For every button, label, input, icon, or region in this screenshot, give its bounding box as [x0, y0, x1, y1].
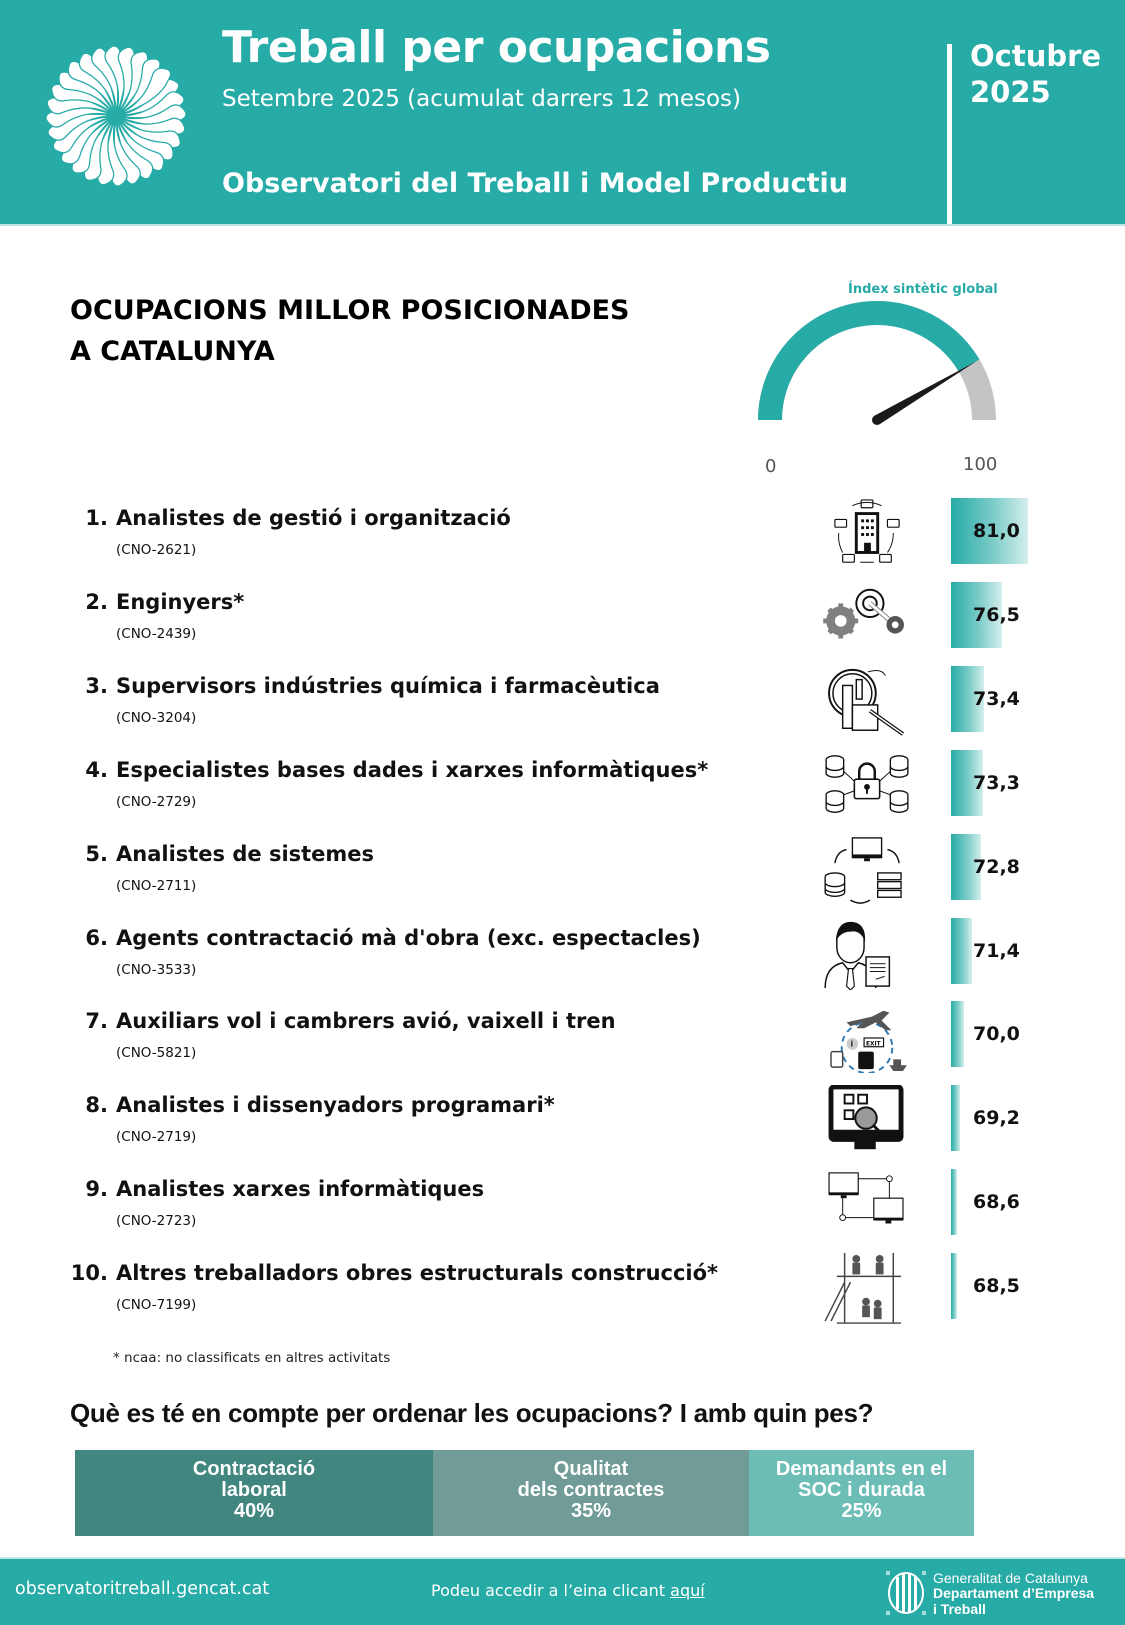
- transport-crew-icon: [822, 1001, 912, 1073]
- score-value: 72,8: [973, 855, 1020, 878]
- occupation-code: (CNO-2719): [116, 1129, 197, 1146]
- occupation-name: Analistes de gestió i organització: [116, 506, 511, 530]
- ranking-row: [0, 500, 1125, 570]
- occupation-name: Enginyers*: [116, 589, 245, 614]
- occupation-name: Analistes xarxes informàtiques: [116, 1177, 485, 1202]
- score-value: 69,2: [973, 1107, 1020, 1130]
- occupation-code: (CNO-2711): [116, 877, 197, 894]
- ranking-row: [0, 752, 1125, 822]
- gauge-hub: [872, 415, 882, 425]
- ranking-row: [0, 1171, 1125, 1241]
- department-name-line2: i Treball: [933, 1601, 986, 1617]
- ranking-row: [0, 584, 1125, 654]
- rank-number: 9.: [85, 1177, 108, 1202]
- rank-number: 10.: [70, 1261, 108, 1286]
- recruiter-contract-icon: [822, 918, 912, 990]
- weight-label-line2: laboral: [221, 1479, 287, 1501]
- network-computers-icon: [822, 1169, 912, 1241]
- occupation-code: (CNO-7199): [116, 1297, 197, 1314]
- section-title: [70, 290, 630, 372]
- occupation-code: (CNO-2729): [116, 793, 197, 810]
- ranking-row: [0, 1003, 1125, 1073]
- gencat-logo: [886, 1569, 1118, 1619]
- weight-qualitat: [433, 1450, 749, 1536]
- ranking-row: [0, 920, 1125, 990]
- date-year: 2025: [970, 75, 1051, 109]
- occupation-name: Analistes de sistemes: [116, 841, 375, 866]
- section-title-line1: OCUPACIONS MILLOR POSICIONADES: [70, 295, 630, 326]
- occupation-code: (CNO-2621): [116, 542, 197, 558]
- rank-number: 8.: [85, 1093, 108, 1118]
- global-index-gauge: [752, 300, 1002, 450]
- svg-text:i: i: [850, 1040, 854, 1050]
- ranking-row: [0, 1255, 1125, 1325]
- weights-title: Què es té en compte per ordenar les ocupacions? I amb quin pes?: [70, 1398, 874, 1428]
- occupation-name: Auxiliars vol i cambrers avió, vaixell i tren: [116, 1009, 616, 1034]
- ranking-row: [0, 836, 1125, 906]
- weight-label-line1: Demandants en el: [775, 1458, 948, 1480]
- publication-date: [970, 38, 1101, 110]
- gauge-fill: [770, 313, 969, 420]
- ranking-row: [0, 1087, 1125, 1157]
- rank-number: 1.: [85, 506, 108, 530]
- occupation-name: Altres treballadors obres estructurals construcció*: [116, 1261, 719, 1286]
- ranking-row: [0, 668, 1125, 738]
- score-value: 73,3: [973, 771, 1020, 794]
- building-org-cycle-icon: [822, 498, 912, 570]
- occupation-code: (CNO-5821): [116, 1045, 197, 1062]
- spiral-flower-logo-icon: [42, 42, 190, 190]
- occupation-code: (CNO-2439): [116, 625, 197, 642]
- occupation-code: (CNO-2723): [116, 1213, 197, 1230]
- weight-label-line2: dels contractes: [517, 1479, 665, 1501]
- weight-contractacio: [75, 1450, 433, 1536]
- occupation-name: Supervisors indústries química i farmacèutica: [116, 673, 660, 698]
- svg-text:EXIT: EXIT: [866, 1041, 881, 1048]
- occupation-name: Agents contractació mà d'obra (exc. espectacles): [116, 925, 701, 950]
- score-bar: [951, 1085, 960, 1151]
- weight-label-line1: Qualitat: [553, 1458, 629, 1480]
- catalan-flag-emblem-icon: [886, 1571, 926, 1615]
- weight-label-line1: Contractació: [192, 1458, 316, 1480]
- tool-access-text: [431, 1581, 705, 1600]
- score-value: 70,0: [973, 1023, 1020, 1046]
- score-bar: [951, 1169, 957, 1235]
- score-value: 68,5: [973, 1275, 1020, 1298]
- tool-access-label: Podeu accedir a l’eina clicant: [431, 1581, 671, 1600]
- header-banner: [0, 0, 1125, 224]
- page-subtitle: Setembre 2025 (acumulat darrers 12 mesos): [222, 86, 742, 112]
- header-divider: [947, 44, 952, 224]
- score-bar: [951, 1001, 964, 1067]
- gencat-name: Generalitat de Catalunya: [933, 1570, 1088, 1586]
- lab-magnifier-icon: [822, 666, 912, 738]
- gauge-max-label: 100: [963, 454, 998, 475]
- construction-scaffold-icon: [822, 1253, 912, 1325]
- date-month: Octubre: [970, 39, 1102, 73]
- monitor-qr-search-icon: [822, 1085, 912, 1157]
- rank-number: 6.: [85, 925, 108, 950]
- weights-bar: [75, 1450, 974, 1536]
- score-value: 76,5: [973, 603, 1020, 626]
- footer: [0, 1557, 1125, 1625]
- gears-icon: [822, 582, 912, 654]
- score-value: 71,4: [973, 939, 1020, 962]
- weight-percent: 25%: [841, 1500, 882, 1522]
- website-link[interactable]: observatoritreball.gencat.cat: [15, 1579, 270, 1599]
- occupation-code: (CNO-3204): [116, 709, 197, 726]
- gauge-label: Índex sintètic global: [848, 282, 998, 297]
- database-lock-icon: [822, 750, 912, 822]
- gauge-min-label: 0: [765, 456, 777, 477]
- rank-number: 3.: [85, 673, 108, 698]
- rank-number: 2.: [85, 589, 108, 614]
- weight-demandants: [749, 1450, 974, 1536]
- score-value: 68,6: [973, 1191, 1020, 1214]
- rank-number: 4.: [85, 757, 108, 782]
- score-value: 73,4: [973, 687, 1020, 710]
- systems-cycle-icon: [822, 834, 912, 906]
- tool-access-link[interactable]: aquí: [670, 1581, 705, 1600]
- rank-number: 7.: [85, 1009, 108, 1034]
- footnote: * ncaa: no classificats en altres activitats: [113, 1350, 391, 1366]
- section-title-line2: A CATALUNYA: [70, 336, 275, 367]
- weight-percent: 40%: [233, 1500, 275, 1522]
- occupation-name: Especialistes bases dades i xarxes informàtiques*: [116, 757, 709, 782]
- score-value: 81,0: [973, 520, 1020, 542]
- header-divider-line: [0, 224, 1125, 226]
- department-name-line1: Departament d’Empresa: [933, 1585, 1095, 1601]
- score-bar: [951, 1253, 957, 1319]
- gauge-needle: [874, 361, 976, 424]
- occupation-name: Analistes i dissenyadors programari*: [116, 1093, 555, 1118]
- organization-name: Observatori del Treball i Model Productiu: [222, 168, 849, 199]
- weight-percent: 35%: [570, 1500, 612, 1522]
- page-title: Treball per ocupacions: [222, 22, 771, 73]
- rank-number: 5.: [85, 841, 108, 866]
- occupation-code: (CNO-3533): [116, 961, 197, 978]
- score-bar: [951, 918, 972, 984]
- weight-label-line2: SOC i durada: [798, 1479, 925, 1501]
